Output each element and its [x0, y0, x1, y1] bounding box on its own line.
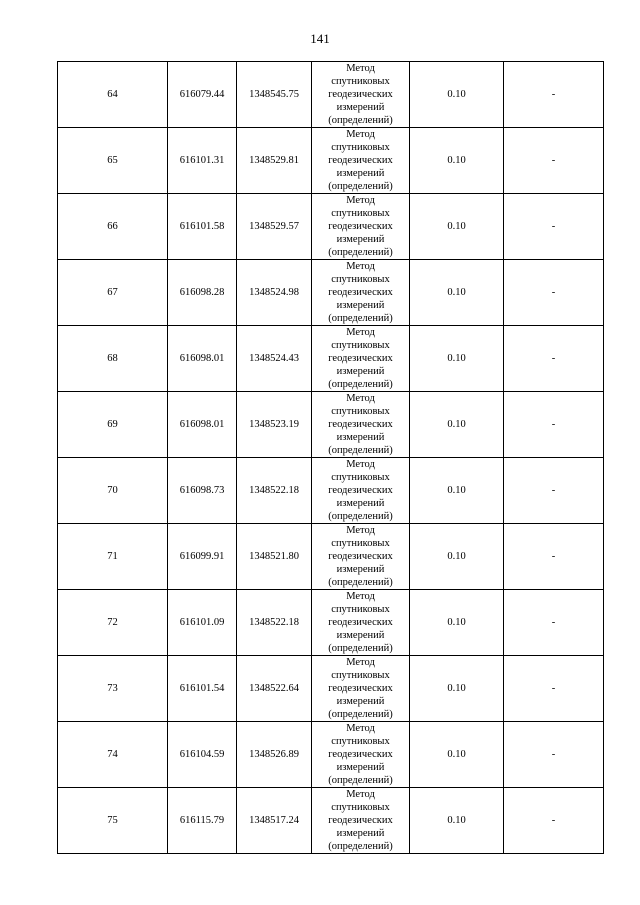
- accuracy-cell: 0.10: [410, 128, 504, 194]
- point-number-cell: 70: [58, 458, 168, 524]
- accuracy-cell: 0.10: [410, 326, 504, 392]
- x-coordinate-cell: 616101.54: [168, 656, 237, 722]
- accuracy-cell: 0.10: [410, 62, 504, 128]
- method-line: спутниковых: [331, 802, 390, 813]
- table-row: [58, 524, 604, 590]
- accuracy-cell: 0.10: [410, 194, 504, 260]
- method-line: спутниковых: [331, 142, 390, 153]
- x-coordinate-cell: 616104.59: [168, 722, 237, 788]
- point-number-cell: 72: [58, 590, 168, 656]
- x-coordinate-cell: 616101.58: [168, 194, 237, 260]
- method-cell: [312, 524, 410, 590]
- coordinates-table: [57, 61, 604, 854]
- method-line: геодезических: [328, 815, 393, 826]
- note-cell: -: [504, 656, 604, 722]
- method-line: спутниковых: [331, 604, 390, 615]
- point-number-cell: 73: [58, 656, 168, 722]
- accuracy-cell: 0.10: [410, 458, 504, 524]
- y-coordinate-cell: 1348529.57: [237, 194, 312, 260]
- method-line: спутниковых: [331, 208, 390, 219]
- y-coordinate-cell: 1348523.19: [237, 392, 312, 458]
- method-line: геодезических: [328, 749, 393, 760]
- point-number-cell: 67: [58, 260, 168, 326]
- method-line: геодезических: [328, 551, 393, 562]
- x-coordinate-cell: 616101.31: [168, 128, 237, 194]
- method-line: Метод: [346, 459, 375, 470]
- x-coordinate-cell: 616079.44: [168, 62, 237, 128]
- x-coordinate-cell: 616099.91: [168, 524, 237, 590]
- method-line: спутниковых: [331, 274, 390, 285]
- method-line: Метод: [346, 657, 375, 668]
- method-line: Метод: [346, 261, 375, 272]
- point-number-cell: 65: [58, 128, 168, 194]
- table-row: [58, 392, 604, 458]
- x-coordinate-cell: 616098.73: [168, 458, 237, 524]
- note-cell: -: [504, 392, 604, 458]
- method-line: измерений: [336, 630, 385, 641]
- method-cell: [312, 128, 410, 194]
- note-cell: -: [504, 590, 604, 656]
- method-line: (определений): [328, 643, 393, 654]
- method-line: измерений: [336, 366, 385, 377]
- method-line: геодезических: [328, 155, 393, 166]
- point-number-cell: 74: [58, 722, 168, 788]
- accuracy-cell: 0.10: [410, 260, 504, 326]
- method-line: спутниковых: [331, 538, 390, 549]
- table-row: [58, 590, 604, 656]
- method-line: измерений: [336, 696, 385, 707]
- method-cell: [312, 458, 410, 524]
- method-line: спутниковых: [331, 472, 390, 483]
- method-cell: [312, 194, 410, 260]
- accuracy-cell: 0.10: [410, 788, 504, 854]
- x-coordinate-cell: 616098.28: [168, 260, 237, 326]
- method-line: (определений): [328, 511, 393, 522]
- coordinates-table-body: [58, 62, 604, 854]
- method-line: Метод: [346, 195, 375, 206]
- method-line: измерений: [336, 828, 385, 839]
- method-cell: [312, 590, 410, 656]
- accuracy-cell: 0.10: [410, 656, 504, 722]
- method-cell: [312, 656, 410, 722]
- method-cell: [312, 326, 410, 392]
- method-line: (определений): [328, 841, 393, 852]
- method-line: геодезических: [328, 89, 393, 100]
- method-cell: [312, 722, 410, 788]
- method-line: спутниковых: [331, 670, 390, 681]
- note-cell: -: [504, 326, 604, 392]
- method-cell: [312, 788, 410, 854]
- y-coordinate-cell: 1348521.80: [237, 524, 312, 590]
- method-line: измерений: [336, 102, 385, 113]
- point-number-cell: 71: [58, 524, 168, 590]
- method-line: Метод: [346, 723, 375, 734]
- method-line: (определений): [328, 247, 393, 258]
- method-line: Метод: [346, 525, 375, 536]
- method-line: (определений): [328, 379, 393, 390]
- table-row: [58, 326, 604, 392]
- method-line: измерений: [336, 234, 385, 245]
- note-cell: -: [504, 62, 604, 128]
- method-line: спутниковых: [331, 736, 390, 747]
- method-line: спутниковых: [331, 76, 390, 87]
- method-line: измерений: [336, 498, 385, 509]
- accuracy-cell: 0.10: [410, 524, 504, 590]
- note-cell: -: [504, 524, 604, 590]
- y-coordinate-cell: 1348529.81: [237, 128, 312, 194]
- method-line: измерений: [336, 300, 385, 311]
- method-line: геодезических: [328, 221, 393, 232]
- table-row: [58, 128, 604, 194]
- table-row: [58, 260, 604, 326]
- method-cell: [312, 392, 410, 458]
- x-coordinate-cell: 616115.79: [168, 788, 237, 854]
- x-coordinate-cell: 616101.09: [168, 590, 237, 656]
- x-coordinate-cell: 616098.01: [168, 326, 237, 392]
- method-line: геодезических: [328, 419, 393, 430]
- y-coordinate-cell: 1348545.75: [237, 62, 312, 128]
- method-line: геодезических: [328, 485, 393, 496]
- note-cell: -: [504, 458, 604, 524]
- point-number-cell: 66: [58, 194, 168, 260]
- accuracy-cell: 0.10: [410, 722, 504, 788]
- method-line: (определений): [328, 775, 393, 786]
- method-line: спутниковых: [331, 406, 390, 417]
- x-coordinate-cell: 616098.01: [168, 392, 237, 458]
- method-line: Метод: [346, 129, 375, 140]
- accuracy-cell: 0.10: [410, 590, 504, 656]
- accuracy-cell: 0.10: [410, 392, 504, 458]
- point-number-cell: 68: [58, 326, 168, 392]
- table-row: [58, 458, 604, 524]
- method-line: измерений: [336, 432, 385, 443]
- note-cell: -: [504, 194, 604, 260]
- method-line: измерений: [336, 168, 385, 179]
- method-line: геодезических: [328, 353, 393, 364]
- y-coordinate-cell: 1348524.98: [237, 260, 312, 326]
- method-line: (определений): [328, 445, 393, 456]
- method-line: Метод: [346, 393, 375, 404]
- method-line: измерений: [336, 762, 385, 773]
- method-line: геодезических: [328, 287, 393, 298]
- table-row: [58, 194, 604, 260]
- method-cell: [312, 62, 410, 128]
- note-cell: -: [504, 260, 604, 326]
- method-line: (определений): [328, 313, 393, 324]
- y-coordinate-cell: 1348522.18: [237, 590, 312, 656]
- method-line: измерений: [336, 564, 385, 575]
- point-number-cell: 75: [58, 788, 168, 854]
- method-line: (определений): [328, 577, 393, 588]
- point-number-cell: 69: [58, 392, 168, 458]
- method-line: Метод: [346, 63, 375, 74]
- method-line: геодезических: [328, 617, 393, 628]
- y-coordinate-cell: 1348522.18: [237, 458, 312, 524]
- method-line: Метод: [346, 789, 375, 800]
- page-number: 141: [310, 31, 330, 46]
- y-coordinate-cell: 1348526.89: [237, 722, 312, 788]
- note-cell: -: [504, 788, 604, 854]
- y-coordinate-cell: 1348524.43: [237, 326, 312, 392]
- point-number-cell: 64: [58, 62, 168, 128]
- method-cell: [312, 260, 410, 326]
- method-line: (определений): [328, 115, 393, 126]
- method-line: геодезических: [328, 683, 393, 694]
- method-line: Метод: [346, 327, 375, 338]
- method-line: Метод: [346, 591, 375, 602]
- table-row: [58, 788, 604, 854]
- table-row: [58, 722, 604, 788]
- y-coordinate-cell: 1348517.24: [237, 788, 312, 854]
- method-line: (определений): [328, 709, 393, 720]
- note-cell: -: [504, 722, 604, 788]
- table-row: [58, 656, 604, 722]
- table-row: [58, 62, 604, 128]
- method-line: (определений): [328, 181, 393, 192]
- y-coordinate-cell: 1348522.64: [237, 656, 312, 722]
- note-cell: -: [504, 128, 604, 194]
- method-line: спутниковых: [331, 340, 390, 351]
